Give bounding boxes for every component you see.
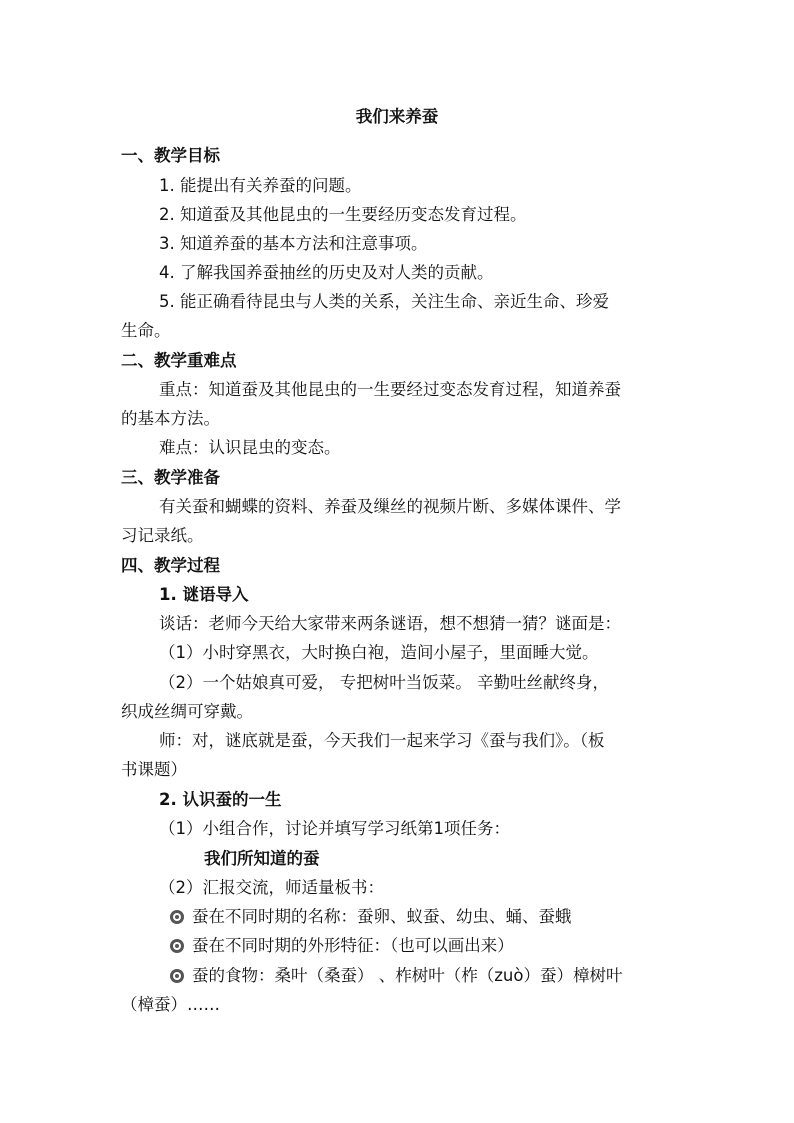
objective-item: 2. 知道蚕及其他昆虫的一生要经历变态发育过程。 [159, 205, 527, 224]
subheading-silkworm-life: 2. 认识蚕的一生 [159, 790, 282, 809]
worksheet-caption: 我们所知道的蚕 [204, 849, 320, 868]
bullet-item [170, 907, 794, 927]
bullet-item [170, 936, 794, 956]
section-heading-process: 四、教学过程 [121, 556, 220, 575]
objective-item: 1. 能提出有关养蚕的问题。 [159, 176, 362, 195]
document-title: 我们来养蚕 [355, 107, 439, 126]
section-heading-keypoints: 二、教学重难点 [121, 351, 237, 370]
preparation-text-continued: 习记录纸。 [121, 526, 204, 545]
riddle-1: （1）小时穿黑衣，大时换白袍，造间小屋子，里面睡大觉。 [159, 643, 599, 662]
riddle-2-continued: 织成丝绸可穿戴。 [121, 702, 253, 721]
bullet-icon [170, 910, 184, 924]
keypoint-text-continued: 的基本方法。 [121, 409, 220, 428]
difficulty-text: 难点：认识昆虫的变态。 [159, 438, 341, 457]
bullet-icon [170, 969, 184, 983]
objective-item: 3. 知道养蚕的基本方法和注意事项。 [159, 234, 428, 253]
section-heading-objectives: 一、教学目标 [121, 146, 220, 165]
group-task-text: （1）小组合作，讨论并填写学习纸第1项任务： [159, 819, 510, 838]
bullet-text: 蚕在不同时期的名称：蚕卵、蚁蚕、幼虫、蛹、蚕蛾 [192, 907, 572, 926]
preparation-text: 有关蚕和蝴蝶的资料、养蚕及缫丝的视频片断、多媒体课件、学 [159, 497, 621, 516]
dialogue-text: 谈话：老师今天给大家带来两条谜语，想不想猜一猜？谜面是： [159, 614, 621, 633]
bullet-text: 蚕的食物：桑叶（桑蚕） 、柞树叶（柞（zuò）蚕）樟树叶 [192, 966, 623, 985]
riddle-2: （2）一个姑娘真可爱， 专把树叶当饭菜。 辛勤吐丝献终身， [159, 673, 609, 692]
section-heading-preparation: 三、教学准备 [121, 468, 220, 487]
bullet-icon [170, 939, 184, 953]
teacher-text: 师：对，谜底就是蚕，今天我们一起来学习《蚕与我们》。（板 [159, 731, 605, 750]
bullet-item [170, 966, 794, 986]
objective-item-continued: 生命。 [121, 321, 171, 340]
bullet-text: 蚕在不同时期的外形特征：（也可以画出来） [192, 936, 514, 955]
objective-item: 5. 能正确看待昆虫与人类的关系，关注生命、亲近生命、珍爱 [159, 292, 609, 311]
teacher-text-continued: 书课题） [121, 760, 187, 779]
objective-item: 4. 了解我国养蚕抽丝的历史及对人类的贡献。 [159, 263, 494, 282]
bullet-text-continued: （樟蚕）…… [121, 995, 220, 1014]
subheading-riddle-intro: 1. 谜语导入 [159, 585, 249, 604]
report-text: （2）汇报交流，师适量板书： [159, 878, 384, 897]
keypoint-text: 重点：知道蚕及其他昆虫的一生要经过变态发育过程，知道养蚕 [159, 380, 621, 399]
